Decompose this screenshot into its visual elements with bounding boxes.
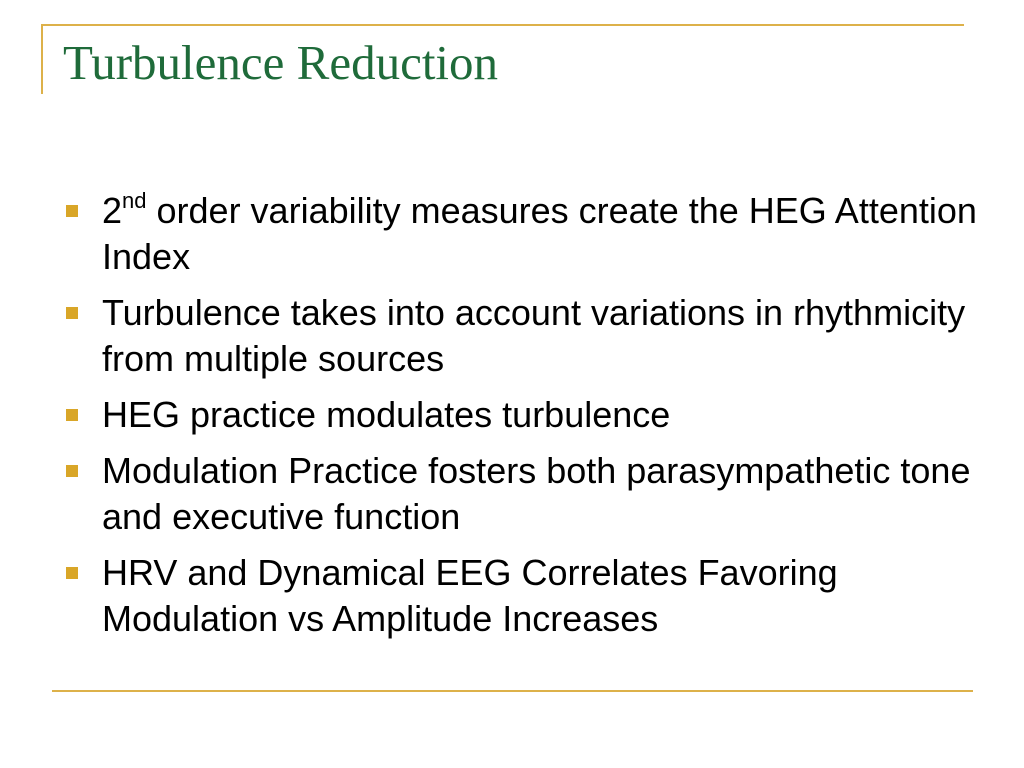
bullet-text: Turbulence takes into account variations in rhythmicity from multiple sources: [102, 292, 966, 379]
bullet-list: [60, 188, 990, 652]
bullet-item: [60, 188, 990, 280]
square-bullet-icon: [66, 307, 78, 319]
bullet-item: [60, 448, 990, 540]
left-rule: [41, 24, 43, 94]
bullet-text-prefix: 2: [102, 190, 123, 231]
bullet-text: Modulation Practice fosters both parasympathetic tone and executive function: [102, 450, 971, 537]
bottom-rule: [52, 690, 973, 692]
square-bullet-icon: [66, 465, 78, 477]
bullet-item: [60, 290, 990, 382]
bullet-text: HRV and Dynamical EEG Correlates Favoring Modulation vs Amplitude Increases: [102, 552, 838, 639]
bullet-item: [60, 550, 990, 642]
square-bullet-icon: [66, 567, 78, 579]
ordinal-superscript: nd: [122, 188, 147, 213]
bullet-text: order variability measures create the HEG Attention Index: [102, 190, 977, 277]
slide-title: Turbulence Reduction: [63, 35, 499, 90]
square-bullet-icon: [66, 409, 78, 421]
bullet-item: [60, 392, 990, 438]
bullet-text: HEG practice modulates turbulence: [102, 394, 671, 435]
square-bullet-icon: [66, 205, 78, 217]
top-rule: [41, 24, 964, 26]
